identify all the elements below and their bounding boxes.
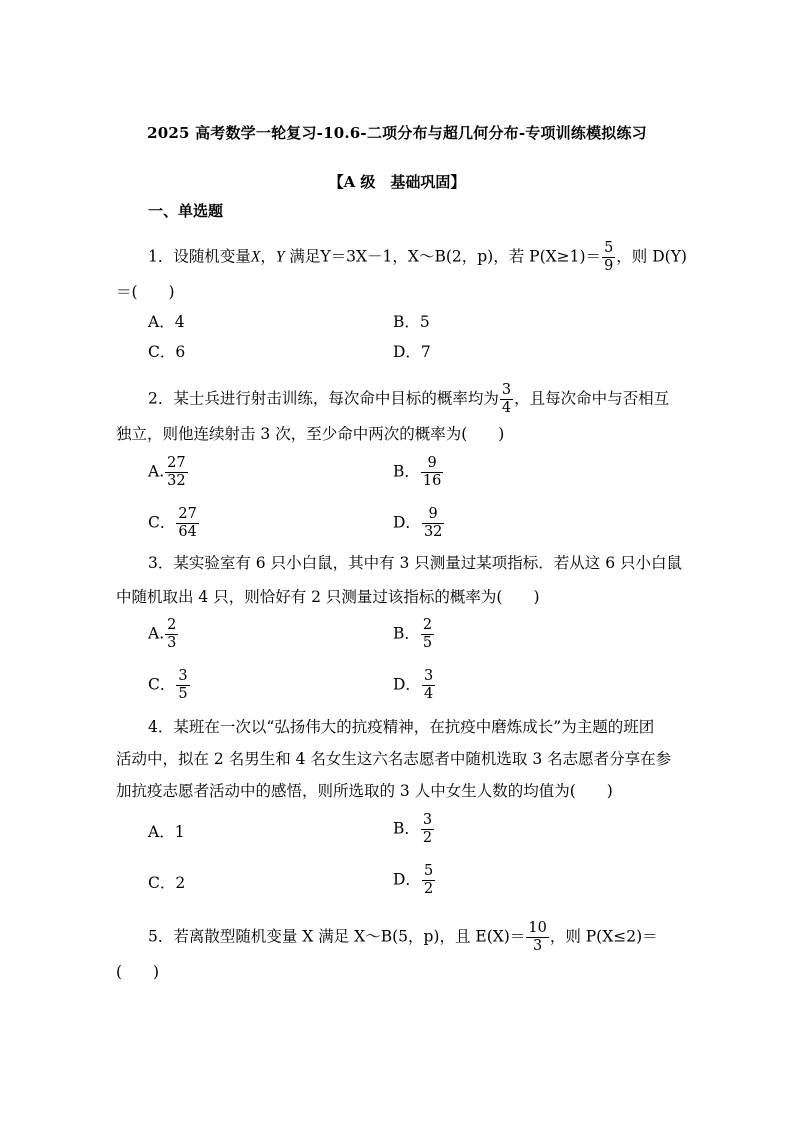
question-4-line-2: 活动中，拟在 2 名男生和 4 名女生这六名志愿者中随机选取 3 名志愿者分享在参 (116, 750, 672, 768)
q1-option-a: A．4 (148, 313, 185, 331)
section-heading: 一、单选题 (148, 202, 224, 220)
q1-option-b: B．5 (393, 313, 430, 331)
q1-mid: 满足 (284, 247, 321, 266)
q1-tail: ，则 D(Y) (616, 247, 687, 266)
q1-var-y: Y (275, 248, 285, 266)
q3-option-d: D． $\frac{3}{4}$ (393, 668, 434, 702)
question-4-line-3: 加抗疫志愿者活动中的感悟，则所选取的 3 人中女生人数的均值为( ) (116, 782, 613, 800)
question-2-line-2: 独立，则他连续射击 3 次，至少命中两次的概率为( ) (116, 425, 505, 443)
q2-option-b: B． $\frac{9}{16}$ (393, 455, 442, 489)
q2-text-b: ，且每次命中与否相互 (514, 389, 670, 408)
q2-fraction: $\frac{3}{4}$ (501, 382, 512, 416)
q1-option-c: C．6 (148, 343, 186, 361)
question-2-line-1 (148, 382, 669, 417)
q1-var-x: X (250, 248, 261, 266)
q4-option-b: B． $\frac{3}{2}$ (393, 812, 433, 846)
q1-option-d: D．7 (393, 343, 431, 361)
q4-option-c: C．2 (148, 874, 186, 892)
q4-option-d: D． $\frac{5}{2}$ (393, 863, 434, 897)
q5-text-b: ，则 P(X≤2)＝ (549, 927, 658, 946)
question-1-line-1 (148, 240, 687, 275)
q1-condition: Y＝3X－1，X～B(2，p)，若 P(X≥1)＝ (320, 247, 602, 266)
question-1-line-2: ＝( ) (116, 283, 175, 301)
question-5-line-2: ( ) (116, 963, 160, 981)
question-5-line-1 (148, 920, 658, 955)
q1-prefix: 1．设随机变量 (148, 247, 251, 266)
q5-fraction: $\frac{10}{3}$ (528, 920, 547, 954)
question-3-line-2: 中随机取出 4 只，则恰好有 2 只测量过该指标的概率为( ) (116, 588, 540, 606)
q1-fraction: $\frac{5}{9}$ (604, 240, 614, 274)
level-heading: 【A 级 基础巩固】 (328, 173, 466, 191)
question-4-line-1: 4．某班在一次以“弘扬伟大的抗疫精神，在抗疫中磨炼成长”为主题的班团 (148, 718, 655, 736)
q5-text-a: 5．若离散型随机变量 X 满足 X～B(5，p)，且 E(X)＝ (148, 927, 526, 946)
q4-option-a: A．1 (148, 823, 185, 841)
q3-option-b: B． $\frac{2}{5}$ (393, 617, 433, 651)
q3-option-a: A. $\frac{2}{3}$ (148, 617, 177, 651)
q2-option-a: A. $\frac{27}{32}$ (148, 455, 186, 489)
q2-option-c: C． $\frac{27}{64}$ (148, 506, 197, 540)
q1-comma: ， (260, 247, 276, 266)
document-title: 2025 高考数学一轮复习-10.6-二项分布与超几何分布-专项训练模拟练习 (147, 124, 647, 142)
q3-option-c: C． $\frac{3}{5}$ (148, 668, 188, 702)
question-3-line-1: 3．某实验室有 6 只小白鼠，其中有 3 只测量过某项指标．若从这 6 只小白鼠 (148, 554, 683, 572)
q2-option-d: D． $\frac{9}{32}$ (393, 506, 443, 540)
q2-text-a: 2．某士兵进行射击训练，每次命中目标的概率均为 (148, 389, 499, 408)
